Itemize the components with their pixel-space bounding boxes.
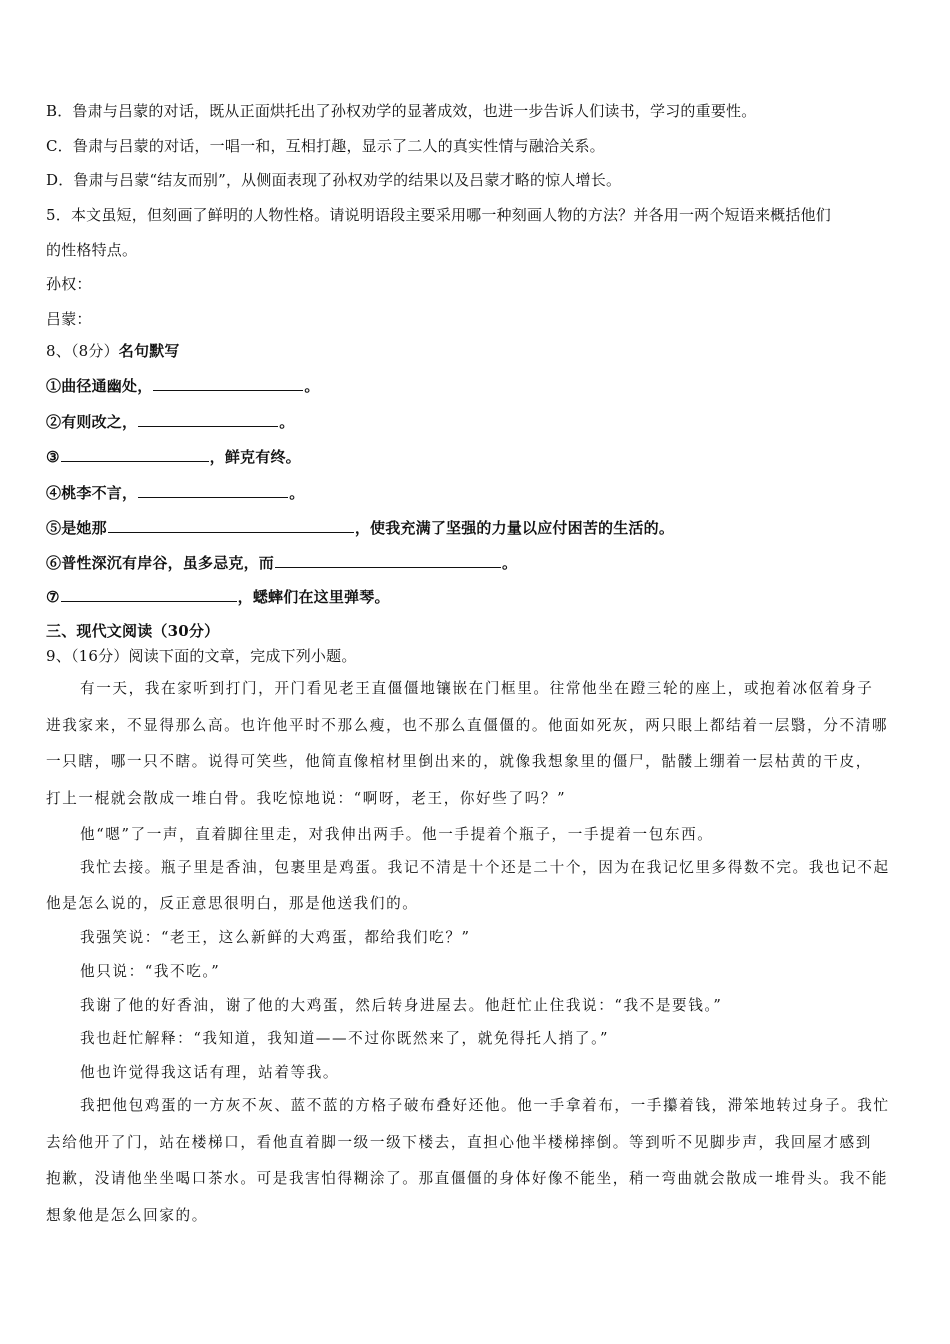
q8-item-5	[46, 518, 908, 538]
q8-heading	[46, 341, 908, 361]
q8-item-3	[46, 447, 908, 467]
q8-item-text: ⑤是她那	[46, 519, 107, 537]
passage-line: 有一天，我在家听到打门，开门看见老王直僵僵地镶嵌在门框里。往常他坐在蹬三轮的座上，或抱着冰伛着身子	[80, 680, 874, 697]
answer-blank[interactable]	[61, 587, 237, 602]
q8-item-1	[46, 376, 908, 396]
answer-blank[interactable]	[108, 518, 354, 533]
passage-line: 我谢了他的好香油，谢了他的大鸡蛋，然后转身进屋去。他赶忙止住我说：“我不是要钱。”	[80, 997, 723, 1014]
answer-blank[interactable]	[138, 412, 278, 427]
q5-line2: 的性格特点。	[46, 241, 138, 259]
option-b: B．鲁肃与吕蒙的对话，既从正面烘托出了孙权劝学的显著成效，也进一步告诉人们读书，学习的重要性。	[46, 102, 757, 120]
q8-item-4	[46, 483, 908, 503]
q8-item-text: ②有则改之，	[46, 413, 138, 431]
q5-lvmeng: 吕蒙：	[46, 310, 92, 328]
passage-line: 去给他开了门，站在楼梯口，看他直着脚一级一级下楼去，直担心他半楼梯摔倒。等到听不见脚步声，我回屋才感到	[46, 1134, 872, 1151]
passage-line: 抱歉，没请他坐坐喝口茶水。可是我害怕得糊涂了。那直僵僵的身体好像不能坐，稍一弯曲就会散成一堆骨头。我不能	[46, 1170, 889, 1187]
q8-item-text: ⑦	[46, 588, 60, 606]
q9-intro: 9、（16分）阅读下面的文章，完成下列小题。	[46, 647, 357, 665]
q8-item-text: ，鲜克有终。	[209, 448, 301, 466]
passage-line: 他只说：“我不吃。”	[80, 963, 221, 980]
q8-item-text: ，使我充满了坚强的力量以应付困苦的生活的。	[354, 519, 675, 537]
q8-item-text: ⑥普性深沉有岸谷，虽多忌克，而	[46, 554, 275, 572]
answer-blank[interactable]	[138, 483, 288, 498]
q8-item-text: 。	[289, 484, 305, 502]
passage-line: 一只瞎，哪一只不瞎。说得可笑些，他简直像棺材里倒出来的，就像我想象里的僵尸，骷髅上绷着一层枯黄的干皮，	[46, 753, 872, 770]
q8-item-6	[46, 553, 908, 573]
answer-blank[interactable]	[153, 376, 303, 391]
q5-sunquan: 孙权：	[46, 275, 92, 293]
passage-line: 我把他包鸡蛋的一方灰不灰、蓝不蓝的方格子破布叠好还他。他一手拿着布，一手攥着钱，滞笨地转过身子。我忙	[80, 1097, 890, 1114]
q8-item-text: 。	[279, 413, 295, 431]
q8-item-2	[46, 412, 908, 432]
answer-blank[interactable]	[275, 553, 501, 568]
passage-line: 他是怎么说的，反正意思很明白，那是他送我们的。	[46, 895, 419, 912]
option-c: C．鲁肃与吕蒙的对话，一唱一和，互相打趣，显示了二人的真实性情与融洽关系。	[46, 137, 605, 155]
q8-title: 名句默写	[118, 342, 180, 360]
q8-item-text: ①曲径通幽处，	[46, 377, 153, 395]
q8-item-text: ④桃李不言，	[46, 484, 138, 502]
q8-item-text: 。	[304, 377, 320, 395]
passage-line: 进我家来，不显得那么高。也许他平时不那么瘦，也不那么直僵僵的。他面如死灰，两只眼上都结着一层翳，分不清哪	[46, 717, 889, 734]
passage-line: 我强笑说：“老王，这么新鲜的大鸡蛋，都给我们吃？”	[80, 929, 471, 946]
passage-line: 我忙去接。瓶子里是香油，包裹里是鸡蛋。我记不清是十个还是二十个，因为在我记忆里多得数不完。我也记不起	[80, 859, 890, 876]
passage-line: 打上一棍就会散成一堆白骨。我吃惊地说：“啊呀，老王，你好些了吗？”	[46, 790, 567, 807]
q5-line1: 5．本文虽短，但刻画了鲜明的人物性格。请说明语段主要采用哪一种刻画人物的方法？并各用一两个短语来概括他们	[46, 206, 831, 224]
passage-line: 他“嗯”了一声，直着脚往里走，对我伸出两手。他一手提着个瓶子，一手提着一包东西。	[80, 826, 714, 843]
q8-item-text: ③	[46, 448, 60, 466]
passage-line: 我也赶忙解释：“我知道，我知道——不过你既然来了，就免得托人捎了。”	[80, 1030, 610, 1047]
q8-item-text: 。	[502, 554, 518, 572]
q8-item-7	[46, 587, 908, 607]
option-d: D．鲁肃与吕蒙“结友而别”，从侧面表现了孙权劝学的结果以及吕蒙才略的惊人增长。	[46, 171, 622, 189]
section-heading: 三、现代文阅读（30分）	[46, 622, 220, 640]
passage-line: 想象他是怎么回家的。	[46, 1207, 208, 1224]
q8-prefix: 8、（8分）	[46, 342, 119, 360]
answer-blank[interactable]	[61, 447, 209, 462]
passage-line: 他也许觉得我这话有理，站着等我。	[80, 1064, 340, 1081]
q8-item-text: ，蟋蟀们在这里弹琴。	[237, 588, 390, 606]
